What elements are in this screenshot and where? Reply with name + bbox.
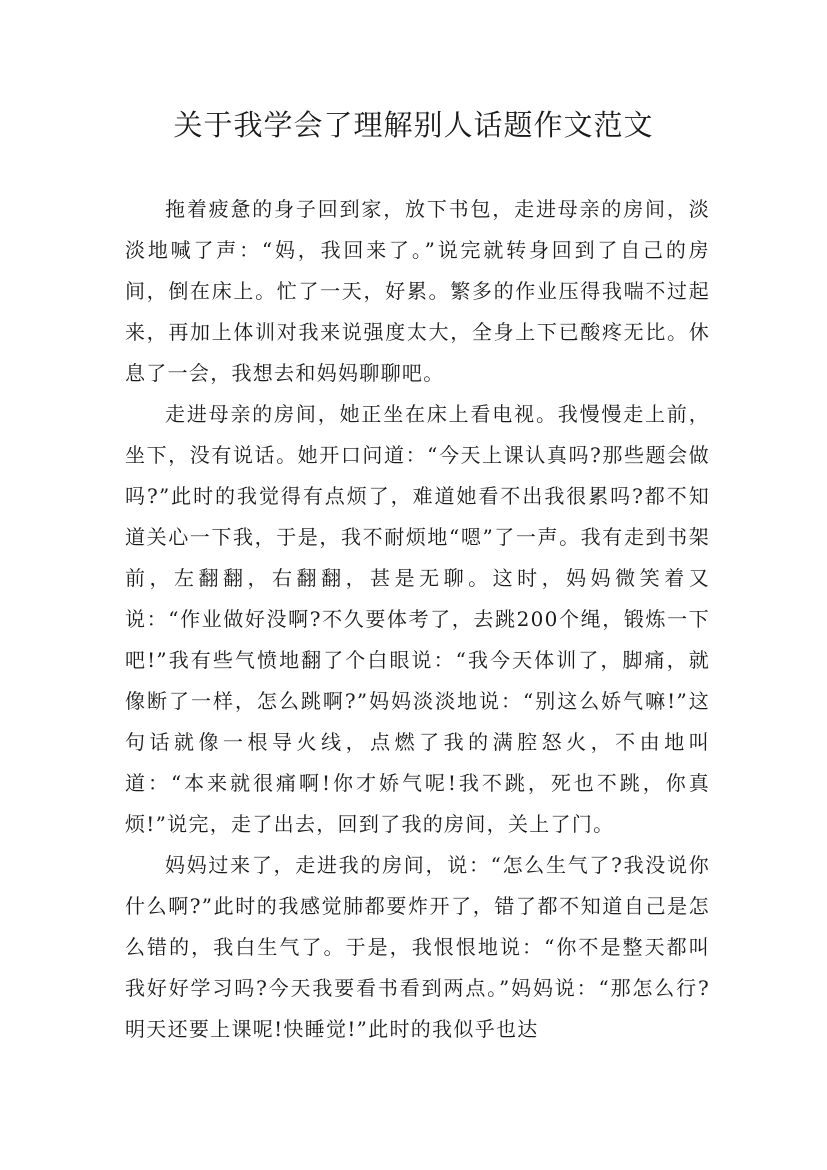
paragraph-1: 拖着疲惫的身子回到家，放下书包，走进母亲的房间，淡淡地喊了声：“妈，我回来了。”说完就转身回到了自己的房间，倒在床上。忙了一天，好累。繁多的作业压得我喘不过起来，再加上体训对我来说强度太大，全身上下已酸疼无比。休息了一会，我想去和妈妈聊聊吧。: [125, 197, 710, 385]
document-body: [125, 189, 710, 1050]
document-title: 关于我学会了理解别人话题作文范文: [173, 108, 654, 142]
paragraph-2: 走进母亲的房间，她正坐在床上看电视。我慢慢走上前，坐下，没有说话。她开口问道：“今天上课认真吗?那些题会做吗?”此时的我觉得有点烦了，难道她看不出我很累吗?都不知道关心一下我，于是，我不耐烦地“嗯”了一声。我有走到书架前，左翻翻，右翻翻，甚是无聊。这时，妈妈微笑着又说：“作业做好没啊?不久要体考了，去跳200个绳，锻炼一下吧!”我有些气愤地翻了个白眼说：“我今天体训了，脚痛，就像断了一样，怎么跳啊?”妈妈淡淡地说：“别这么娇气嘛!”这句话就像一根导火线，点燃了我的满腔怒火，不由地叫道：“本来就很痛啊!你才娇气呢!我不跳，死也不跳，你真烦!”说完，走了出去，回到了我的房间，关上了门。: [125, 402, 710, 836]
paragraph-3: 妈妈过来了，走进我的房间，说：“怎么生气了?我没说你什么啊?”此时的我感觉肺都要炸开了，错了都不知道自己是怎么错的，我白生气了。于是，我恨恨地说：“你不是整天都叫我好好学习吗?今天我要看书看到两点。”妈妈说：“那怎么行?明天还要上课呢!快睡觉!”此时的我似乎也达: [125, 853, 710, 1041]
